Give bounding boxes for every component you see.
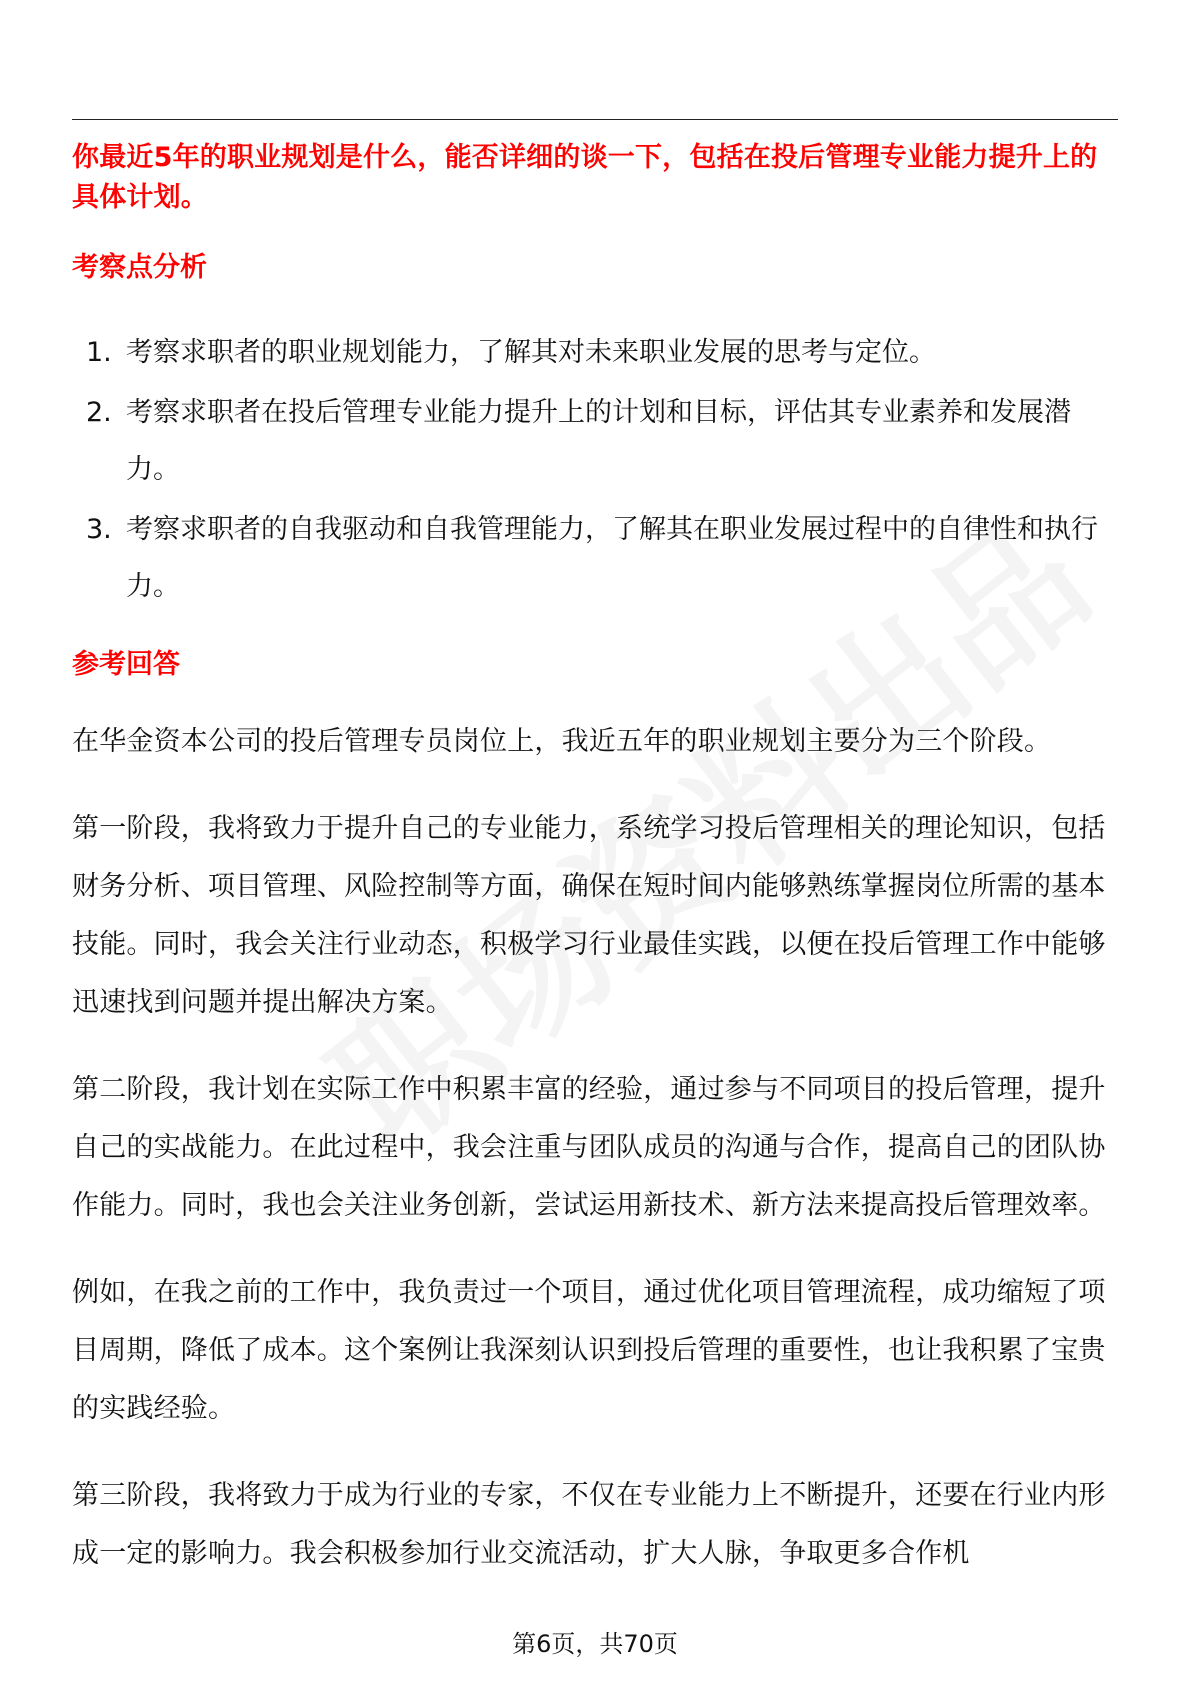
answer-paragraph: 在华金资本公司的投后管理专员岗位上，我近五年的职业规划主要分为三个阶段。 [72,726,1052,757]
answer-paragraph: 第二阶段，我计划在实际工作中积累丰富的经验，通过参与不同项目的投后管理，提升自己的实战能力。在此过程中，我会注重与团队成员的沟通与合作，提高自己的团队协作能力。同时，我也会关注业务创新，尝试运用新技术、新方法来提高投后管理效率。 [72,1074,1106,1221]
list-item-text: 考察求职者的自我驱动和自我管理能力，了解其在职业发展过程中的自律性和执行力。 [126,514,1098,602]
page-content [72,138,1118,1583]
list-item-text: 考察求职者的职业规划能力，了解其对未来职业发展的思考与定位。 [126,337,936,368]
list-item [72,324,1118,381]
list-item-text: 考察求职者在投后管理专业能力提升上的计划和目标，评估其专业素养和发展潜力。 [126,397,1071,485]
list-item-number: 3. [86,514,112,545]
list-item [72,384,1118,498]
answer-paragraph: 第一阶段，我将致力于提升自己的专业能力，系统学习投后管理相关的理论知识，包括财务分析、项目管理、风险控制等方面，确保在短时间内能够熟练掌握岗位所需的基本技能。同时，我会关注行业动态，积极学习行业最佳实践，以便在投后管理工作中能够迅速找到问题并提出解决方案。 [72,813,1106,1018]
page-number-footer: 第6页，共70页 [512,1630,678,1658]
list-item-number: 1. [86,337,112,368]
list-item [72,501,1118,615]
list-item-number: 2. [86,397,112,428]
answer-heading: 参考回答 [72,649,180,680]
analysis-heading: 考察点分析 [72,252,207,283]
interview-question: 你最近5年的职业规划是什么，能否详细的谈一下，包括在投后管理专业能力提升上的具体计划。 [72,142,1098,213]
top-divider [72,119,1118,120]
answer-paragraph: 例如，在我之前的工作中，我负责过一个项目，通过优化项目管理流程，成功缩短了项目周期，降低了成本。这个案例让我深刻认识到投后管理的重要性，也让我积累了宝贵的实践经验。 [72,1277,1106,1424]
analysis-points-list [72,324,1118,615]
answer-paragraph: 第三阶段，我将致力于成为行业的专家，不仅在专业能力上不断提升，还要在行业内形成一定的影响力。我会积极参加行业交流活动，扩大人脉，争取更多合作机 [72,1480,1106,1569]
